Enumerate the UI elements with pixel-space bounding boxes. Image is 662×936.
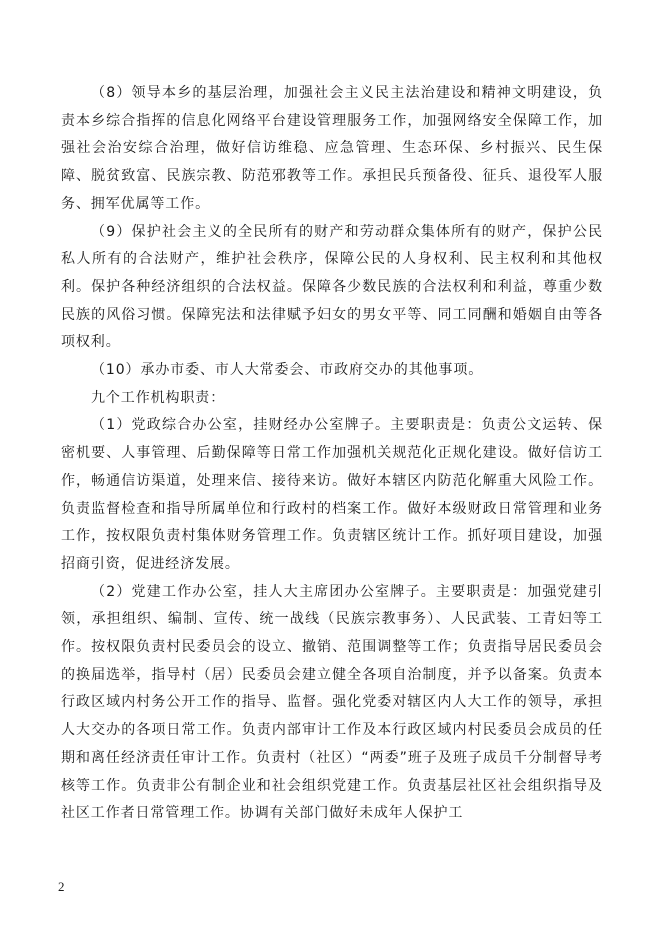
paragraph-item-10: （10）承办市委、市人大常委会、市政府交办的其他事项。	[91, 362, 484, 379]
paragraph-office-1: （1）党政综合办公室，挂财经办公室牌子。主要职责是：负责公文运转、保密机要、人事管理、后勤保障等日常工作加强机关规范化正规化建设。做好信访工作，畅通信访渠道，处理来信、接待来访。做好本辖区内防范化解重大风险工作。负责监督检查和指导所属单位和行政村的档案工作。做好本级财政日常管理和业务工作，按权限负责村集体财务管理工作。负责辖区统计工作。抓好项目建设，加强招商引资，促进经济发展。	[61, 417, 603, 572]
paragraph-item-8: （8）领导本乡的基层治理，加强社会主义民主法治建设和精神文明建设，负责本乡综合指挥的信息化网络平台建设管理服务工作，加强网络安全保障工作，加强社会治安综合治理，做好信访维稳、应急管理、生态环保、乡村振兴、民生保障、脱贫致富、民族宗教、防范邪教等工作。承担民兵预备役、征兵、退役军人服务、拥军优属等工作。	[61, 85, 603, 212]
paragraph-office-2: （2）党建工作办公室，挂人大主席团办公室牌子。主要职责是：加强党建引领，承担组织、编制、宣传、统一战线（民族宗教事务）、人民武装、工青妇等工作。按权限负责村民委员会的设立、撤销、范围调整等工作；负责指导居民委员会的换届选举，指导村（居）民委员会建立健全各项自治制度，并予以备案。负责本行政区域内村务公开工作的指导、监督。强化党委对辖区内人大工作的领导，承担人大交办的各项日常工作。负责内部审计工作及本行政区域内村民委员会成员的任期和离任经济责任审计工作。负责村（社区）“两委”班子及班子成员千分制督导考核等工作。负责非公有制企业和社会组织党建工作。负责基层社区社会组织指导及社区工作者日常管理工作。协调有关部门做好未成年人保护工	[61, 583, 603, 822]
section-heading-nine-bodies: 九个工作机构职责：	[91, 389, 226, 406]
page-number: 2	[58, 879, 65, 894]
paragraph-item-9: （9）保护社会主义的全民所有的财产和劳动群众集体所有的财产，保护公民私人所有的合法财产，维护社会秩序，保障公民的人身权利、民主权利和其他权利。保护各种经济组织的合法权益。保障各少数民族的合法权利和利益，尊重少数民族的风俗习惯。保障宪法和法律赋予妇女的男女平等、同工同酬和婚姻自由等各项权利。	[61, 223, 603, 351]
body-text	[61, 80, 603, 828]
